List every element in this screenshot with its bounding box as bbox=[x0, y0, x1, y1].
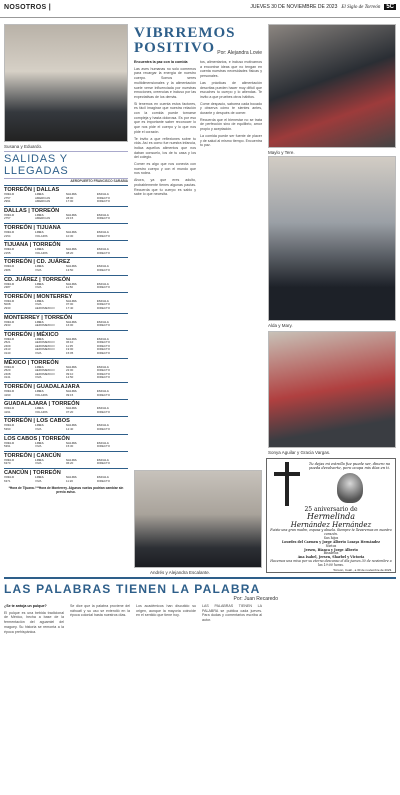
photo-right-3 bbox=[268, 331, 396, 448]
table-cell: 2413 bbox=[4, 348, 11, 352]
route-table bbox=[4, 407, 128, 414]
table-cell: 2408 bbox=[4, 372, 11, 376]
bottom-section bbox=[4, 577, 396, 791]
column-header: LÍNEA bbox=[35, 213, 44, 217]
column-header: ESCALA bbox=[97, 441, 109, 445]
table-cell: DIRECTO bbox=[97, 410, 110, 414]
page-number: 5C bbox=[386, 4, 394, 10]
photo-caption-bottom-middle: Andrés y Alejandra Escalante. bbox=[150, 570, 211, 575]
obituary-body: Fuiste una gran madre, esposa y abuela. Siempre te llevaremos en nuestro corazón. bbox=[270, 528, 392, 536]
route-name: TORREÓN | TIJUANA bbox=[4, 223, 128, 231]
column-header: ESCALA bbox=[97, 424, 109, 428]
obituary-quote: Tu dejas mi estrella fue puede ser, dinero no pueda devolverte, pero ocupa mis días en ti. bbox=[308, 462, 391, 471]
bottom-column-4 bbox=[202, 604, 262, 784]
table-row bbox=[4, 480, 128, 484]
column-header: LÍNEA bbox=[35, 299, 44, 303]
table-cell: AEROMÉXICO bbox=[35, 372, 55, 376]
article-paragraph: La comida puede ser fuente de placer y de salud al mismo tiempo. Encuentra tu paz. bbox=[200, 133, 262, 148]
table-cell: 07:20 bbox=[66, 410, 74, 414]
table-row bbox=[4, 394, 128, 398]
route-name: TORREÓN | MÉXICO bbox=[4, 330, 128, 338]
bottom-byline-author: Juan Recaredo bbox=[244, 596, 278, 602]
column-header: ESCALA bbox=[97, 193, 109, 196]
route-block bbox=[4, 240, 128, 255]
table-cell: 2155 bbox=[4, 251, 11, 255]
route-block bbox=[4, 185, 128, 204]
column-header: VUELO bbox=[4, 475, 14, 479]
column-header: SALIDA bbox=[66, 320, 77, 324]
route-name: MONTERREY | TORREÓN bbox=[4, 313, 128, 321]
table-cell: DIRECTO bbox=[97, 369, 110, 373]
table-cell: AMERICAN bbox=[35, 217, 51, 221]
article-paragraph: tos, alimentarios, e incluso motivarnos a encontrar ideas que no tengan en cuenta nuestras necesidades físicas y personales. bbox=[200, 60, 262, 79]
column-header: ESCALA bbox=[97, 475, 109, 479]
table-cell: 5008 bbox=[4, 303, 11, 307]
photo-top-left bbox=[4, 24, 128, 142]
route-block bbox=[4, 275, 128, 290]
column-header: SALIDA bbox=[66, 458, 77, 462]
photo-right-2 bbox=[268, 156, 396, 321]
table-cell: DIRECTO bbox=[97, 376, 110, 380]
article-column-2 bbox=[200, 60, 262, 455]
obituary-portrait bbox=[337, 473, 363, 503]
route-name: TORREÓN | CANCÚN bbox=[4, 451, 128, 459]
route-name: TORREÓN | MONTERREY bbox=[4, 292, 128, 300]
column-header: ESCALA bbox=[97, 230, 109, 234]
bottom-col1-title: ¿Se te antoja un pulque? bbox=[4, 604, 47, 608]
table-cell: 15:30 bbox=[66, 445, 74, 449]
table-cell: DIRECTO bbox=[97, 428, 110, 431]
table-cell: 3141 bbox=[4, 376, 11, 380]
table-cell: VIVA bbox=[35, 428, 42, 431]
obituary-grandsons-label: Nietos bbox=[325, 543, 337, 548]
table-cell: 2991 bbox=[4, 200, 11, 204]
article-paragraph: Ahora, ya que eres adulto, probablemente tienes algunas pautas. Recuerda que tu cuerpo es sabio y sabe lo que necesita. bbox=[134, 178, 196, 197]
route-table bbox=[4, 366, 128, 380]
table-cell: 5390 bbox=[4, 428, 11, 431]
table-cell: 15:05 bbox=[66, 352, 74, 356]
table-cell: DIRECTO bbox=[97, 341, 110, 345]
route-table bbox=[4, 248, 128, 255]
table-row bbox=[4, 307, 128, 311]
table-cell: DIRECTO bbox=[97, 372, 110, 376]
table-cell: 16:00 bbox=[66, 324, 74, 328]
route-table bbox=[4, 193, 128, 204]
column-header: ESCALA bbox=[97, 248, 109, 252]
column-header: ESCALA bbox=[97, 337, 109, 341]
obituary-anniversary: 25 aniversario de bbox=[304, 506, 358, 513]
route-table bbox=[4, 338, 128, 356]
table-cell: VIVA bbox=[35, 479, 42, 483]
column-header: LÍNEA bbox=[35, 282, 44, 286]
table-cell: DIRECTO bbox=[97, 200, 110, 204]
route-block bbox=[4, 451, 128, 466]
column-header: SALIDA bbox=[66, 230, 77, 234]
column-header: LÍNEA bbox=[35, 230, 44, 234]
obituary-grandsons: Jersen, Bianca y Jorge Alberto bbox=[304, 547, 358, 552]
route-name: TIJUANA | TORREÓN bbox=[4, 240, 128, 248]
table-cell: DIRECTO bbox=[97, 479, 110, 483]
column-header: LÍNEA bbox=[35, 337, 44, 341]
route-name: GUADALAJARA | TORREÓN bbox=[4, 399, 128, 407]
table-cell: 10:30 bbox=[66, 234, 74, 238]
column-header: SALIDA bbox=[66, 441, 77, 445]
table-cell: DIRECTO bbox=[97, 303, 110, 307]
obituary-great-label: Bisnietos bbox=[323, 551, 339, 556]
article-paragraph: Recuerda que el bienestar no se trata de perfección sino de equilibrio, amor propio y aceptación. bbox=[200, 117, 262, 132]
route-table bbox=[4, 283, 128, 290]
table-row bbox=[4, 269, 128, 273]
column-header: ESCALA bbox=[97, 407, 109, 411]
route-table bbox=[4, 442, 128, 449]
cross-icon bbox=[270, 462, 304, 506]
table-cell: AEROMÉXICO bbox=[35, 348, 55, 352]
header-right bbox=[250, 4, 396, 10]
section-name: NOSOTROS | bbox=[4, 4, 51, 11]
column-header: LÍNEA bbox=[35, 265, 44, 269]
table-cell: DIRECTO bbox=[97, 196, 110, 200]
table-row bbox=[4, 462, 128, 466]
table-row bbox=[4, 445, 128, 449]
route-table bbox=[4, 265, 128, 272]
route-name: TORREÓN | DALLAS bbox=[4, 185, 128, 193]
table-cell: DIRECTO bbox=[97, 234, 110, 238]
route-table bbox=[4, 424, 128, 431]
article-lead: Encuentra la paz con la comida bbox=[134, 60, 188, 64]
article-paragraph: Las prácticas de alimentación descritas pueden hacer muy difícil que escuches tu cuerpo y lo atiendas. Te invito a que pruebes otros hábitos. bbox=[200, 80, 262, 99]
column-header: ESCALA bbox=[97, 265, 109, 269]
table-cell: 6371 bbox=[4, 479, 11, 483]
route-block bbox=[4, 382, 128, 397]
obituary-footer: Torreón, Coah., a 30 de noviembre de 2023. bbox=[333, 568, 392, 573]
table-cell: 2409 bbox=[4, 344, 11, 348]
salidas-footnote: *Hora de Tijuana / **Hora de Monterrey. Algunos vuelos podrían cambiar sin previo aviso. bbox=[8, 486, 124, 495]
routes-list bbox=[4, 185, 128, 483]
column-header: LÍNEA bbox=[35, 193, 44, 196]
table-cell: 2520 bbox=[4, 369, 11, 373]
obituary-sons: Lourdes del Carmen y Jorge Alberto Lozaya Hernández bbox=[282, 539, 380, 544]
column-header: SALIDA bbox=[66, 365, 77, 369]
bottom-col1-text: El pulque es una bebida tradicional de México, hecha a base de la fermentación del aguamiel del maguey. Su historia se remonta a la época prehispánica. bbox=[4, 610, 64, 634]
table-cell: DIRECTO bbox=[97, 217, 110, 221]
column-header: VUELO bbox=[4, 265, 14, 269]
table-row bbox=[4, 286, 128, 290]
table-cell: 17:40 bbox=[66, 306, 74, 310]
table-row bbox=[4, 376, 128, 380]
column-header: VUELO bbox=[4, 337, 14, 341]
table-cell: 08:00 bbox=[66, 196, 74, 200]
table-cell: AEROMÉXICO bbox=[35, 341, 55, 345]
bottom-col3-text: Los académicos han discutido su origen, aunque la mayoría coincide en el sentido que tiene hoy. bbox=[136, 604, 196, 618]
column-header: LÍNEA bbox=[35, 475, 44, 479]
bottom-title: LAS PALABRAS TIENEN LA PALABRA bbox=[4, 582, 261, 596]
route-block bbox=[4, 434, 128, 449]
column-header: ESCALA bbox=[97, 299, 109, 303]
table-row bbox=[4, 235, 128, 239]
table-cell: AMERICAN bbox=[35, 196, 51, 200]
table-cell: 22:15 bbox=[66, 217, 74, 221]
table-cell: 22:00 bbox=[66, 369, 74, 373]
table-cell: VIVA bbox=[35, 303, 42, 307]
table-cell: DIRECTO bbox=[97, 352, 110, 356]
table-cell: 06:20 bbox=[66, 462, 74, 466]
table-cell: VOLARIS bbox=[35, 410, 48, 414]
route-block bbox=[4, 257, 128, 272]
photo-right-1 bbox=[268, 24, 396, 148]
table-cell: 11:50 bbox=[66, 286, 74, 290]
photo-bottom-middle bbox=[134, 470, 262, 568]
table-cell: DIRECTO bbox=[97, 251, 110, 255]
table-cell: DIRECTO bbox=[97, 393, 110, 397]
column-header: VUELO bbox=[4, 282, 14, 286]
column-header: SALIDA bbox=[66, 248, 77, 252]
bottom-column-1 bbox=[4, 604, 64, 784]
table-cell: 17:00 bbox=[66, 200, 74, 204]
obituary-sons-label: Sus hijos bbox=[323, 535, 339, 540]
table-row bbox=[4, 252, 128, 256]
table-cell: 11:35 bbox=[66, 344, 74, 348]
table-cell: VIVA bbox=[35, 376, 42, 380]
column-header: SALIDA bbox=[66, 475, 77, 479]
column-header: LÍNEA bbox=[35, 390, 44, 394]
article-paragraph: Te invito a que reflexiones sobre tu vida. Así es como fue nuestra infancia, indica aquellos alimentos que nos daban consuelo, los de tu casa y los del colegio. bbox=[134, 136, 196, 160]
column-header: SALIDA bbox=[66, 282, 77, 286]
column-header: VUELO bbox=[4, 248, 14, 252]
table-cell: VIVA bbox=[35, 445, 42, 449]
route-block bbox=[4, 223, 128, 238]
table-cell: 11:20 bbox=[66, 479, 74, 483]
table-cell: 2154 bbox=[4, 234, 11, 238]
column-header: LÍNEA bbox=[35, 424, 44, 428]
column-header: ESCALA bbox=[97, 365, 109, 369]
article-paragraph: Come despacio, saborea cada bocado y observa cómo te sientes antes, durante y después de comer. bbox=[200, 101, 262, 116]
column-header: SALIDA bbox=[66, 337, 77, 341]
column-header: SALIDA bbox=[66, 193, 77, 196]
table-cell: DIRECTO bbox=[97, 344, 110, 348]
table-cell: 19:00 bbox=[66, 348, 74, 352]
header-date: JUEVES 30 DE NOVIEMBRE DE 2023 bbox=[250, 4, 338, 10]
route-name: MÉXICO | TORREÓN bbox=[4, 358, 128, 366]
column-header: SALIDA bbox=[66, 407, 77, 411]
column-header: SALIDA bbox=[66, 390, 77, 394]
table-cell: 2386 bbox=[4, 268, 11, 272]
table-cell: VIVA bbox=[35, 462, 42, 466]
column-header: ESCALA bbox=[97, 320, 109, 324]
article-paragraph: Las aves humanas no solo comemos para recargar la energía de nuestro cuerpo. Somos seres multidimensionales y la alimentación suele verse influenciada por nuestras emociones, creencias e incluso por las expectativas de los demás. bbox=[134, 66, 196, 99]
column-header: LÍNEA bbox=[35, 365, 44, 369]
column-header: ESCALA bbox=[97, 458, 109, 462]
column-header: SALIDA bbox=[66, 299, 77, 303]
article-title-line1: VIBRREMOS bbox=[134, 25, 236, 41]
route-block bbox=[4, 416, 128, 431]
table-cell: DIRECTO bbox=[97, 286, 110, 290]
photo-caption-top-left: Susana y Eduardo. bbox=[4, 144, 43, 149]
column-header: VUELO bbox=[4, 424, 14, 428]
column-header: LÍNEA bbox=[35, 320, 44, 324]
route-table bbox=[4, 231, 128, 238]
table-cell: 07:00 bbox=[66, 303, 74, 307]
paper-name: El Siglo de Torreón bbox=[341, 4, 381, 10]
column-header: LÍNEA bbox=[35, 441, 44, 445]
column-header: VUELO bbox=[4, 441, 14, 445]
route-block bbox=[4, 468, 128, 483]
table-cell: 2521 bbox=[4, 341, 11, 345]
table-cell: DIRECTO bbox=[97, 462, 110, 466]
obituary-name-2: Hernández Hernández bbox=[290, 521, 372, 529]
obituary-closing: Hacemos una misa por su eterno descanso el día jueves 30 de noviembre a las 19:00 horas. bbox=[270, 559, 392, 568]
route-name: TORREÓN | CD. JUÁREZ bbox=[4, 257, 128, 265]
table-cell: DIRECTO bbox=[97, 445, 110, 449]
table-cell: DIRECTO bbox=[97, 306, 110, 310]
salidas-subtitle: AEROPUERTO FRANCISCO SARABIA bbox=[70, 179, 128, 183]
page-header bbox=[0, 0, 400, 18]
table-cell: DIRECTO bbox=[97, 324, 110, 328]
table-cell: 2387 bbox=[4, 286, 11, 290]
route-name: CANCÚN | TORREÓN bbox=[4, 468, 128, 476]
table-cell: 13:50 bbox=[66, 268, 74, 272]
obituary-name-1: Hermelinda bbox=[306, 512, 355, 521]
route-block bbox=[4, 399, 128, 414]
table-cell: VOLARIS bbox=[35, 234, 48, 238]
route-name: TORREÓN | GUADALAJARA bbox=[4, 382, 128, 390]
table-row bbox=[4, 217, 128, 221]
table-cell: 3140 bbox=[4, 352, 11, 356]
route-block bbox=[4, 292, 128, 311]
bottom-col4-text: LAS PALABRAS TIENEN LA PALABRA se publica cada jueves. Para dudas y comentarios escriba al autor. bbox=[202, 604, 262, 623]
route-block bbox=[4, 358, 128, 380]
bottom-column-3 bbox=[136, 604, 196, 784]
article-title-line2: POSITIVO bbox=[134, 40, 216, 56]
obituary-great: Ana Isabel, Jersen, Sharbel y Victoria bbox=[297, 555, 365, 560]
route-name: CD. JUÁREZ | TORREÓN bbox=[4, 275, 128, 283]
table-cell: AEROMÉXICO bbox=[35, 306, 55, 310]
salidas-section bbox=[4, 151, 128, 566]
table-cell: 06:10 bbox=[66, 341, 74, 345]
table-cell: 12:50 bbox=[66, 376, 74, 380]
column-header: VUELO bbox=[4, 213, 14, 217]
route-name: LOS CABOS | TORREÓN bbox=[4, 434, 128, 442]
table-cell: AEROMÉXICO bbox=[35, 369, 55, 373]
route-table bbox=[4, 459, 128, 466]
column-header: ESCALA bbox=[97, 213, 109, 217]
photo-caption-right-3: Sonya Aguilar y Gracia Vargas. bbox=[268, 450, 331, 455]
table-cell: 2757 bbox=[4, 217, 11, 221]
table-cell: 2933 bbox=[4, 324, 11, 328]
route-table bbox=[4, 214, 128, 221]
photo-caption-right-2: Alda y Mary. bbox=[268, 323, 293, 328]
route-name: TORREÓN | LOS CABOS bbox=[4, 416, 128, 424]
salidas-title: SALIDAS Y LLEGADAS bbox=[4, 151, 128, 179]
column-header: LÍNEA bbox=[35, 407, 44, 411]
column-header: VUELO bbox=[4, 458, 14, 462]
route-table bbox=[4, 300, 128, 311]
table-cell: VOLARIS bbox=[35, 251, 48, 255]
article-column-1 bbox=[134, 60, 196, 455]
column-header: VUELO bbox=[4, 193, 14, 196]
route-table bbox=[4, 476, 128, 483]
article-byline bbox=[215, 50, 262, 56]
byline-prefix: Por: bbox=[217, 50, 227, 56]
column-header: VUELO bbox=[4, 320, 14, 324]
table-cell: 12:40 bbox=[66, 428, 74, 431]
table-cell: AMERICAN bbox=[35, 200, 51, 204]
table-row bbox=[4, 428, 128, 432]
route-block bbox=[4, 313, 128, 328]
table-cell: 6370 bbox=[4, 462, 11, 466]
column-header: SALIDA bbox=[66, 265, 77, 269]
route-name: DALLAS | TORREÓN bbox=[4, 206, 128, 214]
table-cell: 5391 bbox=[4, 445, 11, 449]
table-cell: 09:15 bbox=[66, 393, 74, 397]
table-row bbox=[4, 324, 128, 328]
table-cell: VIVA bbox=[35, 286, 42, 290]
bottom-byline bbox=[4, 596, 278, 602]
column-header: VUELO bbox=[4, 407, 14, 411]
bottom-col2-text: Se dice que la palabra proviene del náhuatl y su uso se extendió en la época colonial hasta nuestros días. bbox=[70, 604, 130, 618]
table-cell: 2757 bbox=[4, 196, 11, 200]
photo-caption-right-1: Maylo y Tere. bbox=[268, 150, 295, 155]
bottom-byline-prefix: Por: bbox=[233, 596, 243, 602]
table-cell: VIVA bbox=[35, 352, 42, 356]
route-block bbox=[4, 206, 128, 221]
table-cell: 2930 bbox=[4, 306, 11, 310]
route-table bbox=[4, 321, 128, 328]
table-cell: DIRECTO bbox=[97, 348, 110, 352]
byline-author: Alejandra Lovie bbox=[227, 50, 262, 56]
column-header: ESCALA bbox=[97, 390, 109, 394]
column-header: LÍNEA bbox=[35, 458, 44, 462]
column-header: VUELO bbox=[4, 230, 14, 234]
table-cell: DIRECTO bbox=[97, 268, 110, 272]
table-cell: 4190 bbox=[4, 393, 11, 397]
column-header: VUELO bbox=[4, 365, 14, 369]
column-header: ESCALA bbox=[97, 282, 109, 286]
table-cell: 4191 bbox=[4, 410, 11, 414]
column-header: SALIDA bbox=[66, 424, 77, 428]
column-header: VUELO bbox=[4, 299, 14, 303]
table-row bbox=[4, 411, 128, 415]
table-cell: AEROMÉXICO bbox=[35, 324, 55, 328]
table-row bbox=[4, 352, 128, 356]
column-header: VUELO bbox=[4, 390, 14, 394]
table-cell: 09:10 bbox=[66, 372, 74, 376]
table-cell: 08:20 bbox=[66, 251, 74, 255]
table-cell: AEROMÉXICO bbox=[35, 344, 55, 348]
table-row bbox=[4, 200, 128, 204]
table-cell: VIVA bbox=[35, 268, 42, 272]
table-cell: VOLARIS bbox=[35, 393, 48, 397]
obituary bbox=[266, 458, 396, 573]
bottom-column-2 bbox=[70, 604, 130, 784]
article-paragraph: Si tenemos en cuenta estos factores, es fácil imaginar que nuestra relación con la comida puede tornarse compleja y hasta dolorosa. Es por eso que es importante saber reconocer lo que nos pide el cuerpo y lo que nos pide el corazón. bbox=[134, 101, 196, 134]
article-paragraph: Comer es algo que nos conecta con nuestro cuerpo y con el mundo que nos rodea. bbox=[134, 162, 196, 176]
article bbox=[134, 26, 262, 468]
route-block bbox=[4, 330, 128, 356]
route-table bbox=[4, 390, 128, 397]
column-header: LÍNEA bbox=[35, 248, 44, 252]
column-header: SALIDA bbox=[66, 213, 77, 217]
